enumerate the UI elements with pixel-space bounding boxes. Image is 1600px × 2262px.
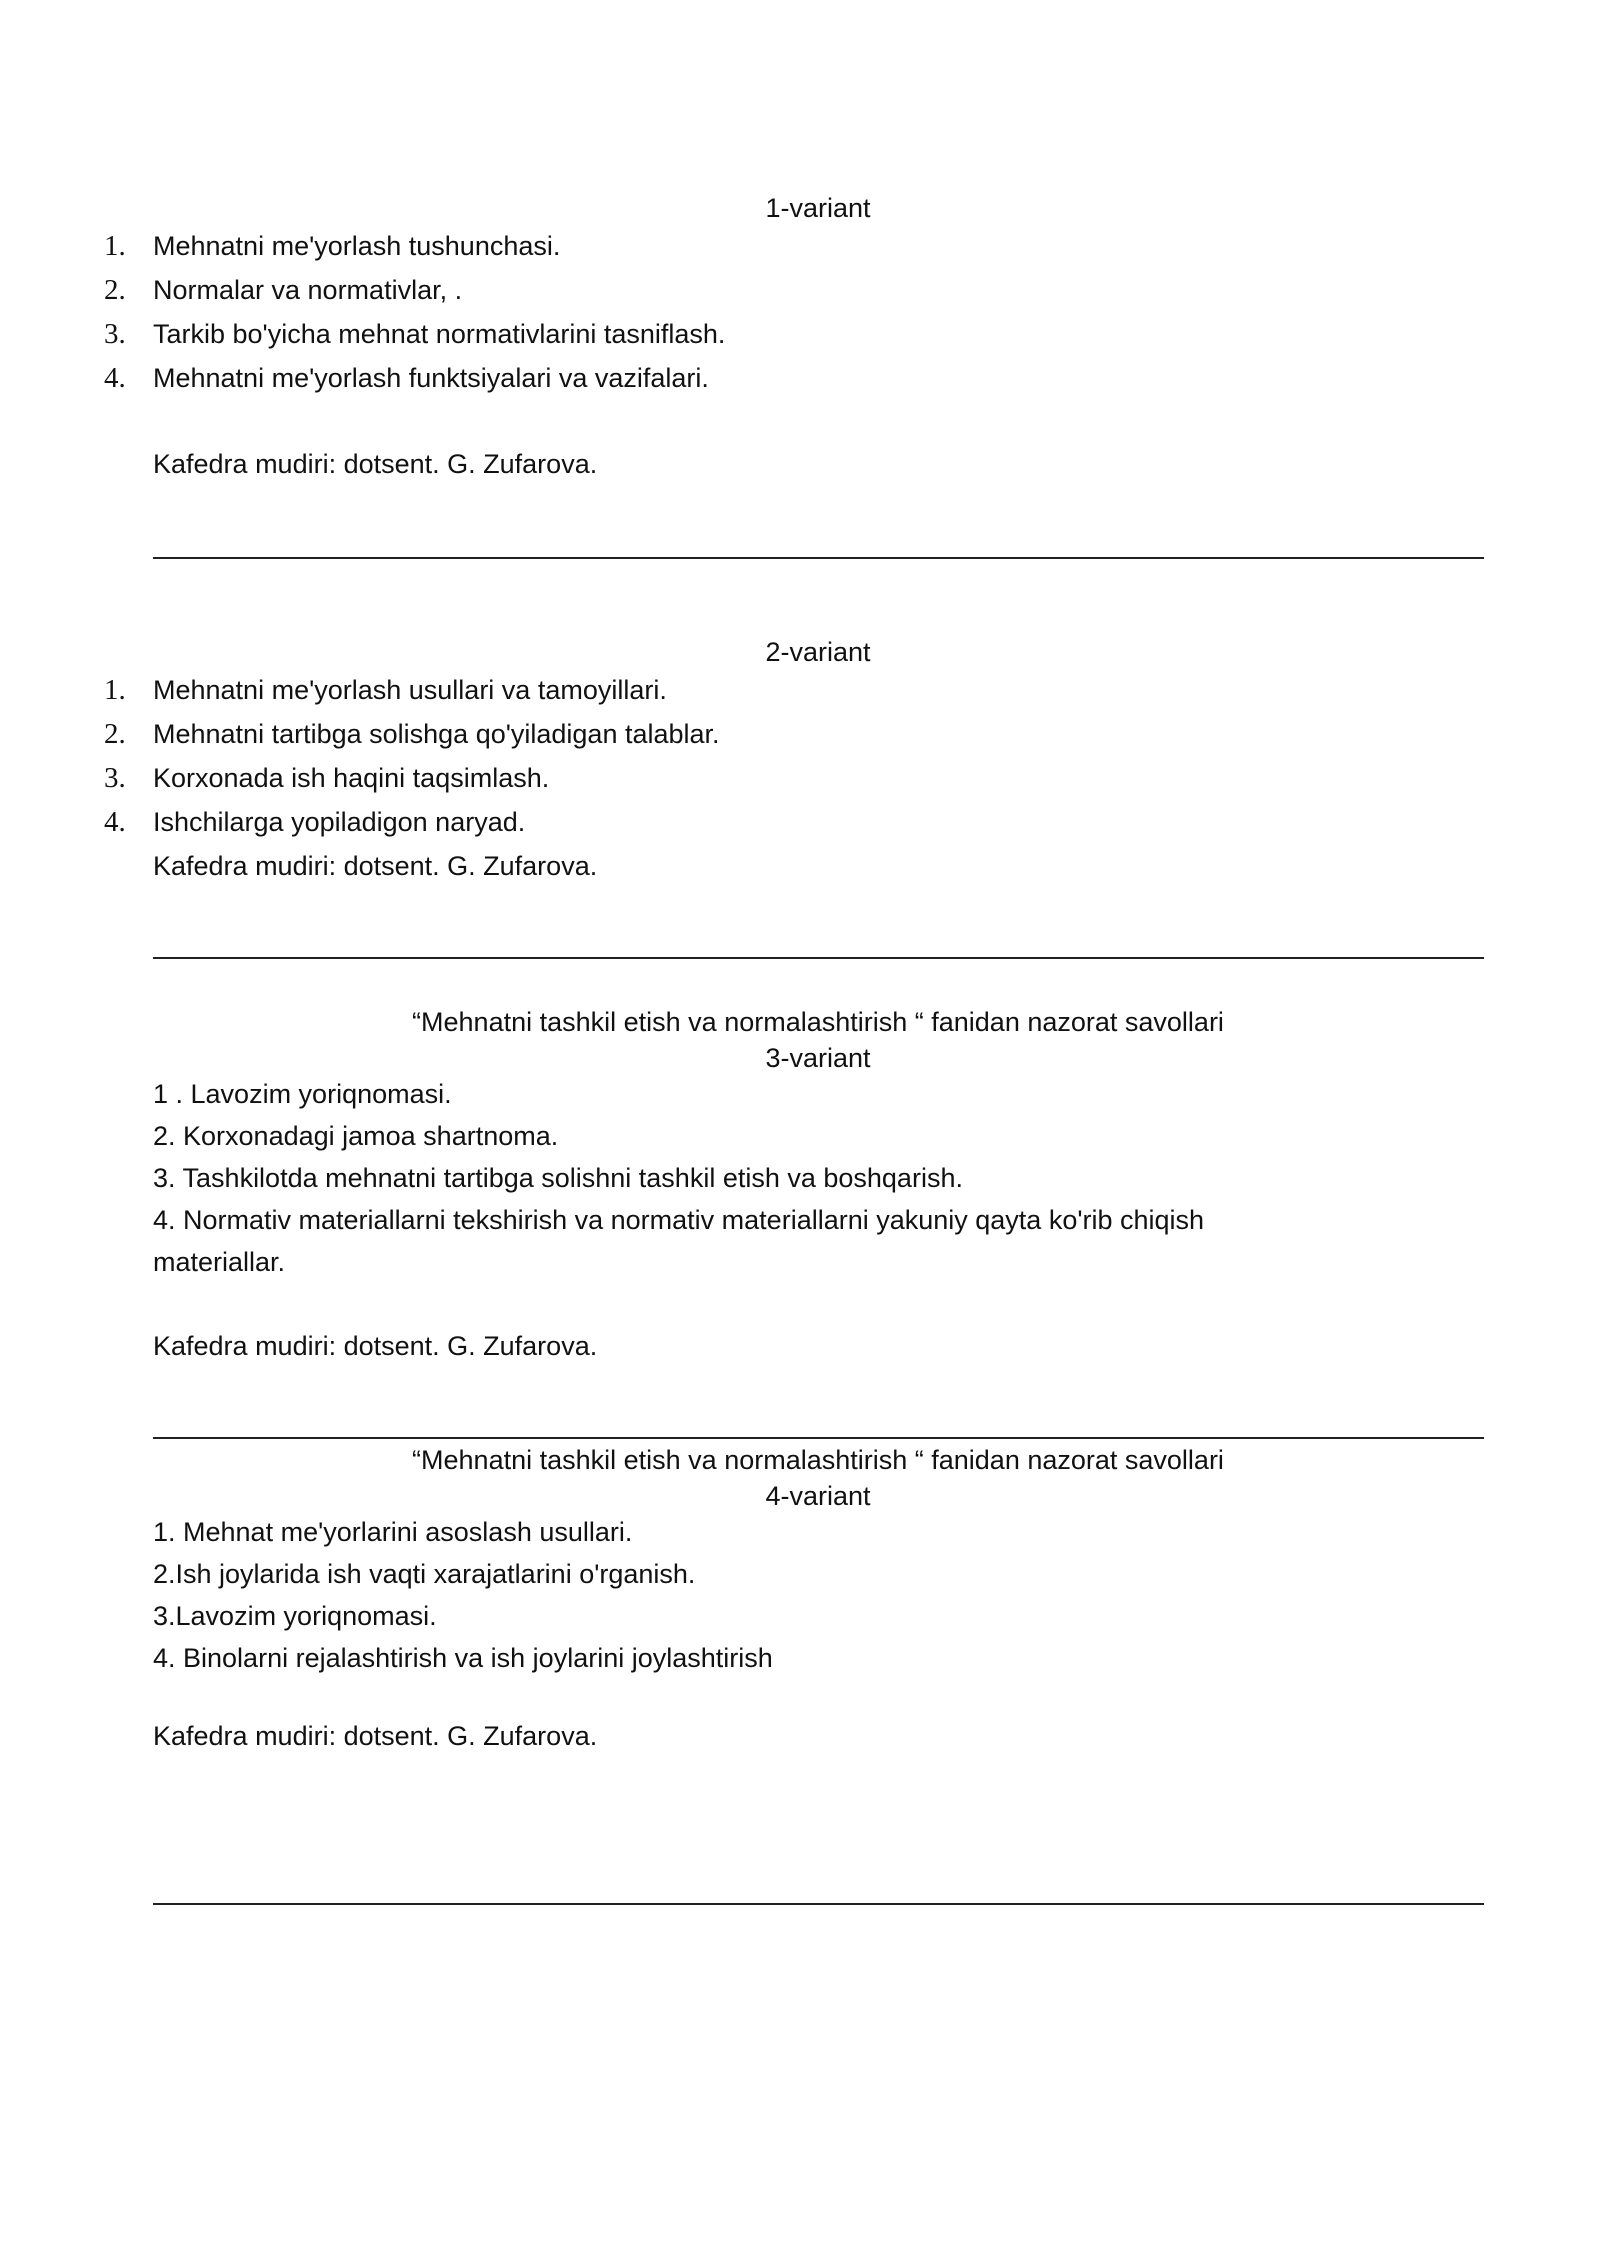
section-heading: “Mehnatni tashkil etish va normalashtirish “ fanidan nazorat savollari	[412, 1007, 1224, 1037]
section-heading: “Mehnatni tashkil etish va normalashtirish “ fanidan nazorat savollari	[412, 1445, 1224, 1475]
list-item: 1. Mehnat me'yorlarini asoslash usullari.	[153, 1517, 633, 1547]
item-number: 1.	[104, 674, 126, 706]
item-number: 2.	[104, 718, 126, 750]
list-item: 4. Binolarni rejalashtirish va ish joylarini joylashtirish	[153, 1643, 773, 1673]
list-item	[0, 312, 1600, 356]
item-text: Mehnatni me'yorlash tushunchasi.	[153, 231, 561, 261]
question-list	[0, 224, 1600, 400]
signature-line: Kafedra mudiri: dotsent. G. Zufarova.	[153, 1331, 598, 1361]
variant-title: 1-variant	[765, 193, 871, 223]
item-text: Normalar va normativlar, .	[153, 275, 463, 305]
item-number: 4.	[104, 806, 126, 838]
list-item: 4. Normativ materiallarni tekshirish va normativ materiallarni yakuniy qayta ko'rib chiqish materiallar.	[153, 1205, 1205, 1277]
question-list	[153, 1511, 1333, 1679]
item-text: Mehnatni tartibga solishga qo'yiladigan talablar.	[153, 719, 720, 749]
item-number: 1.	[104, 230, 126, 262]
item-text: Mehnatni me'yorlash funktsiyalari va vazifalari.	[153, 363, 709, 393]
section-divider	[153, 557, 1484, 559]
section-divider	[153, 957, 1484, 959]
list-item	[0, 268, 1600, 312]
variant-title: 4-variant	[765, 1481, 871, 1511]
list-item	[0, 668, 1600, 712]
list-item: 1 . Lavozim yoriqnomasi.	[153, 1079, 452, 1109]
list-item	[0, 356, 1600, 400]
item-text: Ishchilarga yopiladigon naryad.	[153, 807, 526, 837]
variant-title: 2-variant	[765, 637, 871, 667]
signature-line: Kafedra mudiri: dotsent. G. Zufarova.	[153, 851, 598, 881]
signature-line: Kafedra mudiri: dotsent. G. Zufarova.	[153, 1721, 598, 1751]
item-text: Mehnatni me'yorlash usullari va tamoyillari.	[153, 675, 667, 705]
list-item	[0, 224, 1600, 268]
list-item	[0, 712, 1600, 756]
list-item: 3.Lavozim yoriqnomasi.	[153, 1601, 437, 1631]
item-text: Tarkib bo'yicha mehnat normativlarini tasniflash.	[153, 319, 726, 349]
item-number: 3.	[104, 318, 126, 350]
list-item: 3. Tashkilotda mehnatni tartibga solishni tashkil etish va boshqarish.	[153, 1163, 963, 1193]
item-text: Korxonada ish haqini taqsimlash.	[153, 763, 550, 793]
list-item: 2. Korxonadagi jamoa shartnoma.	[153, 1121, 559, 1151]
list-item	[0, 756, 1600, 800]
item-number: 2.	[104, 274, 126, 306]
list-item	[0, 800, 1600, 844]
section-divider	[153, 1437, 1484, 1439]
section-divider	[153, 1903, 1484, 1905]
item-number: 4.	[104, 362, 126, 394]
question-list	[153, 1073, 1333, 1283]
item-number: 3.	[104, 762, 126, 794]
signature-line: Kafedra mudiri: dotsent. G. Zufarova.	[153, 449, 598, 479]
question-list	[0, 668, 1600, 844]
variant-title: 3-variant	[765, 1043, 871, 1073]
list-item: 2.Ish joylarida ish vaqti xarajatlarini o'rganish.	[153, 1559, 696, 1589]
